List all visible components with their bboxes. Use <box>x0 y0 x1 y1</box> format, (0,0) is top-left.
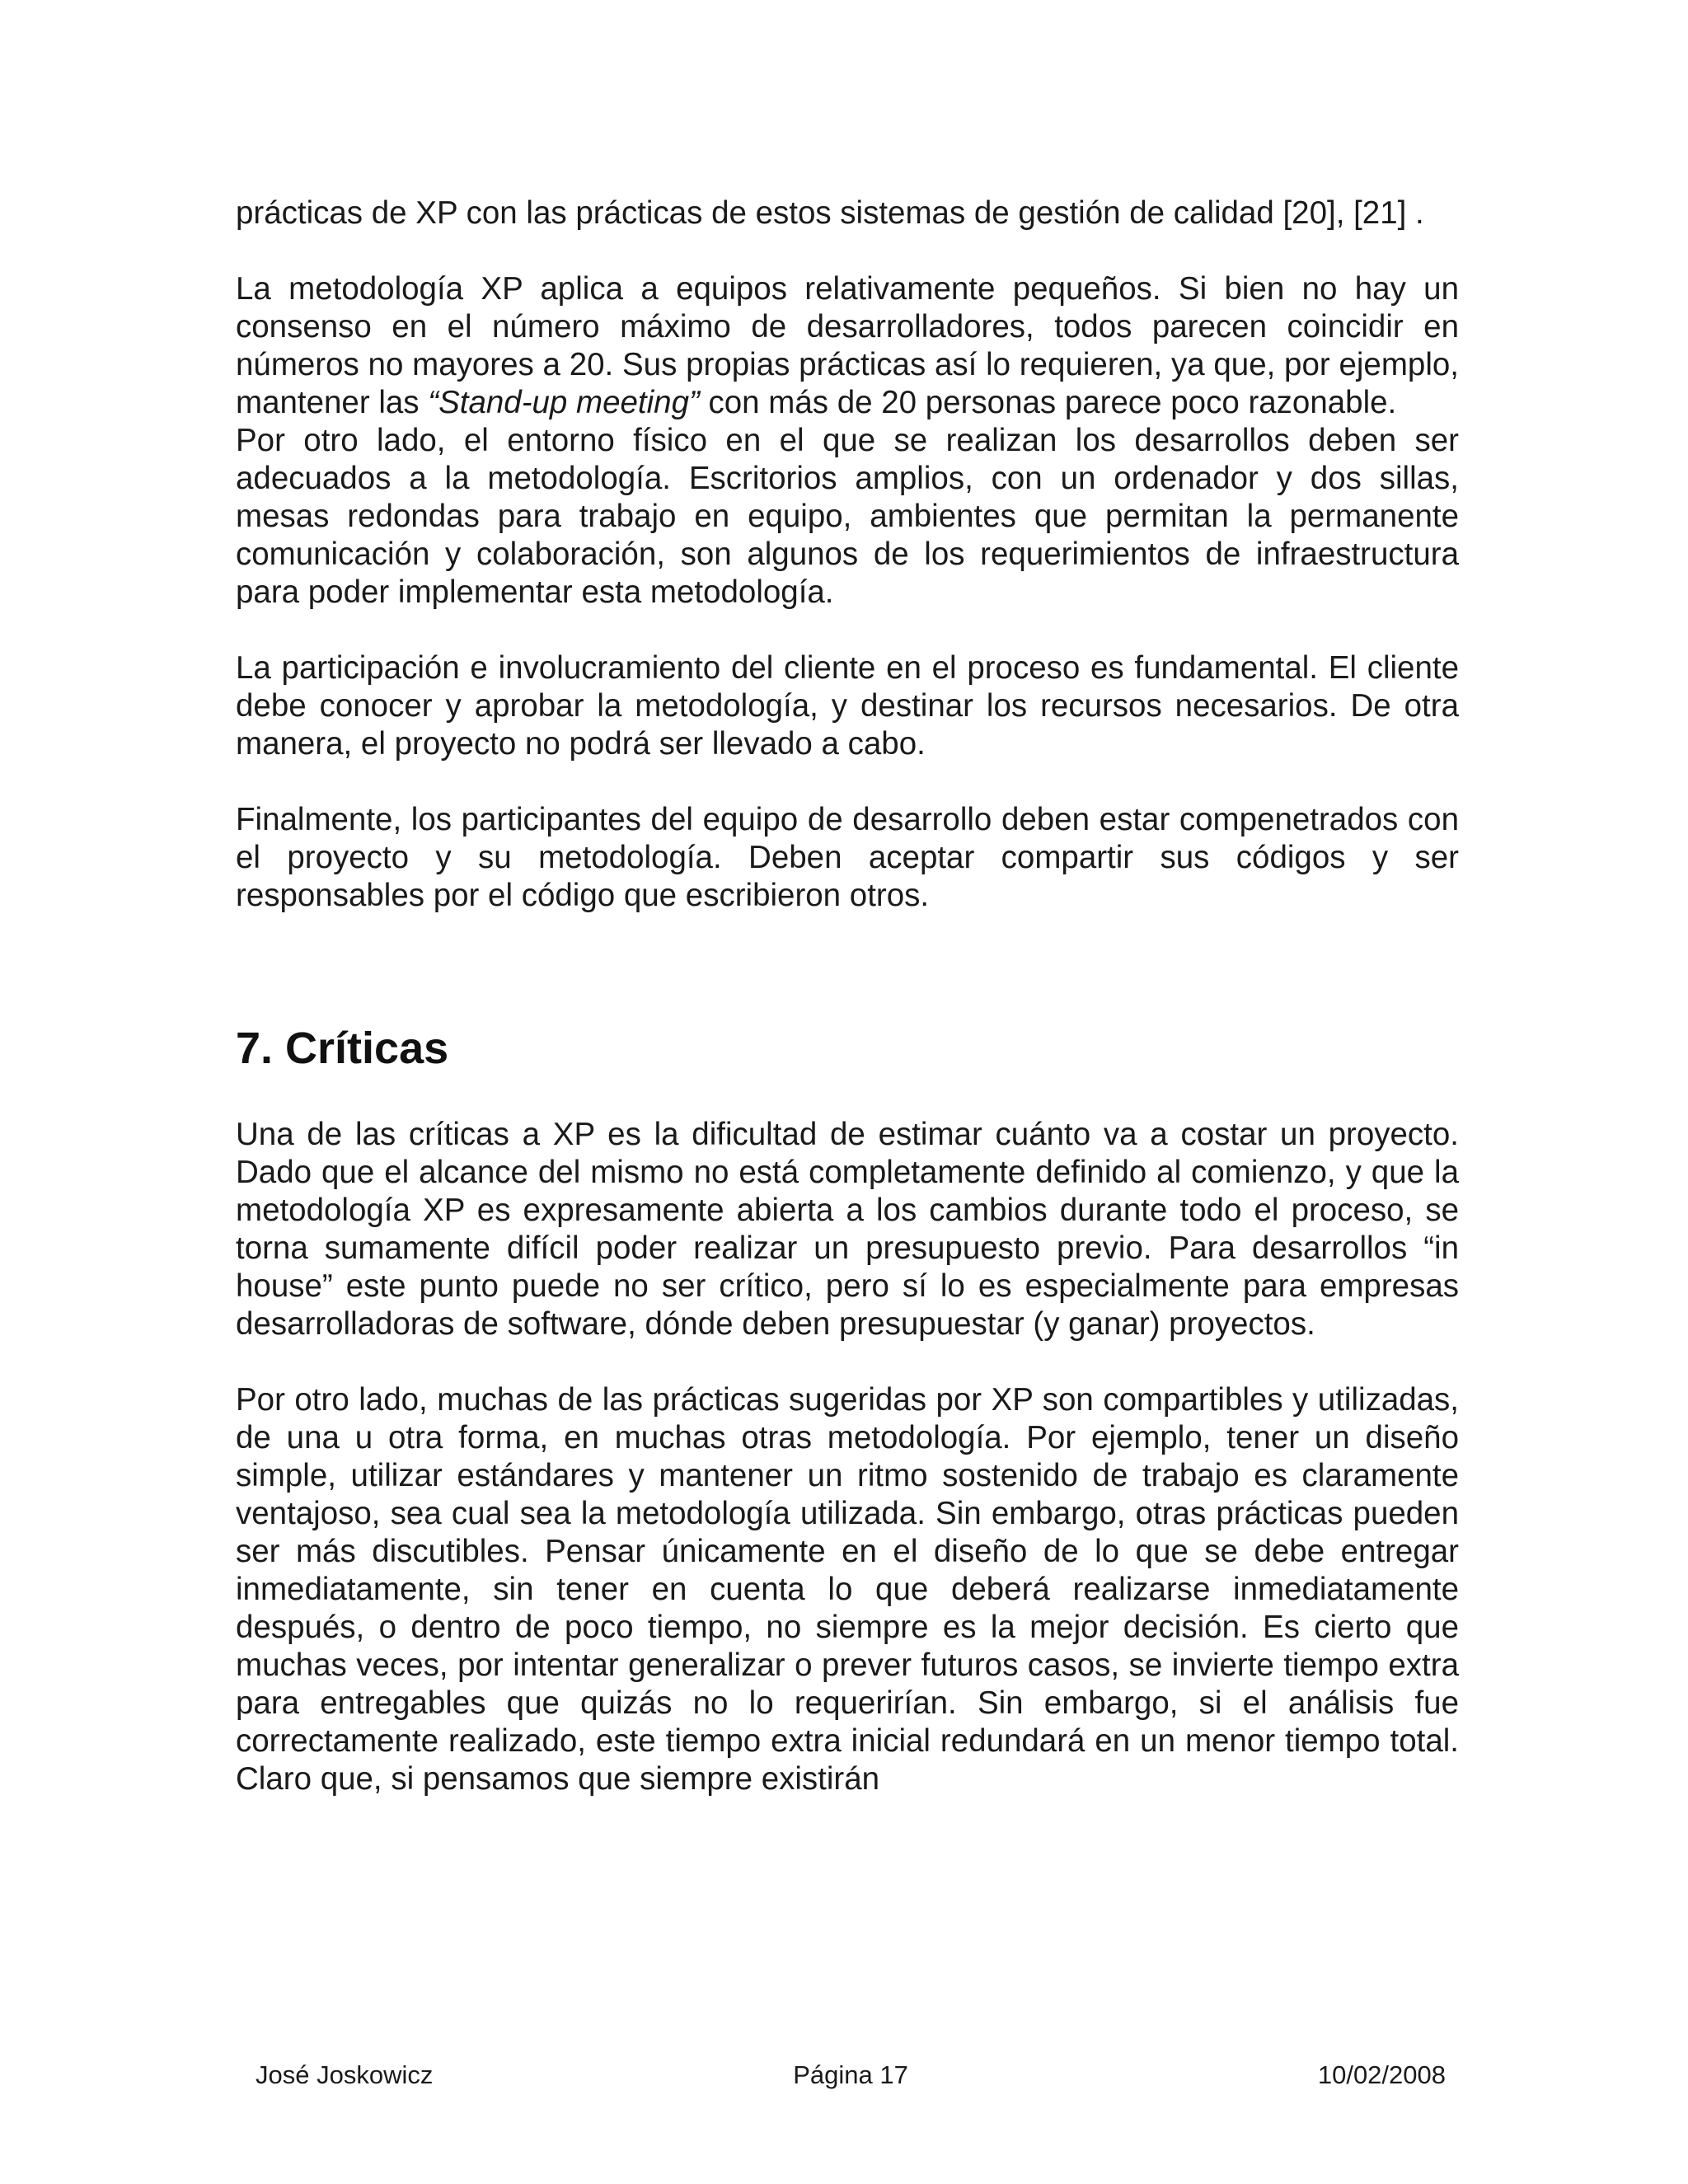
paragraph-intro-continuation: prácticas de XP con las prácticas de estos sistemas de gestión de calidad [20], [21] . <box>236 195 1424 231</box>
paragraph-team-size-text-a: La metodología XP aplica a equipos relativamente pequeños. Si bien no hay un consenso en el número máximo de desarrolladores, todos parecen coincidir en números no mayores a 20. Sus propias prácticas así lo requieren, ya que, por ejemplo, mantener las <box>236 271 1459 420</box>
paragraph-cost-estimation: Una de las críticas a XP es la dificultad de estimar cuánto va a costar un proyecto. Dado que el alcance del mismo no está completamente definido al comienzo, y que la metodología XP es expresamente abierta a los cambios durante todo el proceso, se torna sumamente difícil poder realizar un presupuesto previo. Para desarrollos “in house” este punto puede no ser crítico, pero sí lo es especialmente para empresas desarrolladoras de software, dónde deben presupuestar (y ganar) proyectos. <box>236 1117 1459 1342</box>
paragraph-physical-environment: Por otro lado, el entorno físico en el que se realizan los desarrollos deben ser adecuados a la metodología. Escritorios amplios, con un ordenador y dos sillas, mesas redondas para trabajo en equipo, ambientes que permitan la permanente comunicación y colaboración, son algunos de los requerimientos de infraestructura para poder implementar esta metodología. <box>236 423 1459 610</box>
section-gap <box>236 915 1459 1022</box>
paragraph-gap <box>236 232 1459 270</box>
paragraph-gap <box>236 1343 1459 1381</box>
paragraph-team-size-text-b: con más de 20 personas parece poco razonable. <box>699 385 1397 420</box>
footer-date: 10/02/2008 <box>1317 2060 1446 2089</box>
section-heading: 7. Críticas <box>236 1024 449 1073</box>
stand-up-meeting-emphasis: “Stand-up meeting” <box>428 385 700 420</box>
paragraph-team-size <box>236 270 1459 422</box>
paragraph-team-commitment: Finalmente, los participantes del equipo de desarrollo deben estar compenetrados con el proyecto y su metodología. Deben aceptar compartir sus códigos y ser responsables por el código que escribieron otros. <box>236 802 1459 913</box>
paragraph-gap <box>236 612 1459 649</box>
page-footer <box>256 2057 1446 2093</box>
footer-author: José Joskowicz <box>256 2060 434 2089</box>
paragraph-client-participation: La participación e involucramiento del cliente en el proceso es fundamental. El cliente debe conocer y aprobar la metodología, y destinar los recursos necesarios. De otra manera, el proyecto no podrá ser llevado a cabo. <box>236 650 1459 762</box>
footer-page-number: Página 17 <box>793 2060 908 2089</box>
paragraph-practices: Por otro lado, muchas de las prácticas sugeridas por XP son compartibles y utilizadas, de una u otra forma, en muchas otras metodología. Por ejemplo, tener un diseño simple, utilizar estándares y mantener un ritmo sostenido de trabajo es claramente ventajoso, sea cual sea la metodología utilizada. Sin embargo, otras prácticas pueden ser más discutibles. Pensar únicamente en el diseño de lo que se debe entregar inmediatamente, sin tener en cuenta lo que deberá realizarse inmediatamente después, o dentro de poco tiempo, no siempre es la mejor decisión. Es cierto que muchas veces, por intentar generalizar o prever futuros casos, se invierte tiempo extra para entregables que quizás no lo requerirían. Sin embargo, si el análisis fue correctamente realizado, este tiempo extra inicial redundará en un menor tiempo total. Claro que, si pensamos que siempre existirán <box>236 1382 1459 1797</box>
heading-gap <box>236 1075 1459 1116</box>
page-body <box>236 194 1459 1798</box>
paragraph-gap <box>236 763 1459 801</box>
